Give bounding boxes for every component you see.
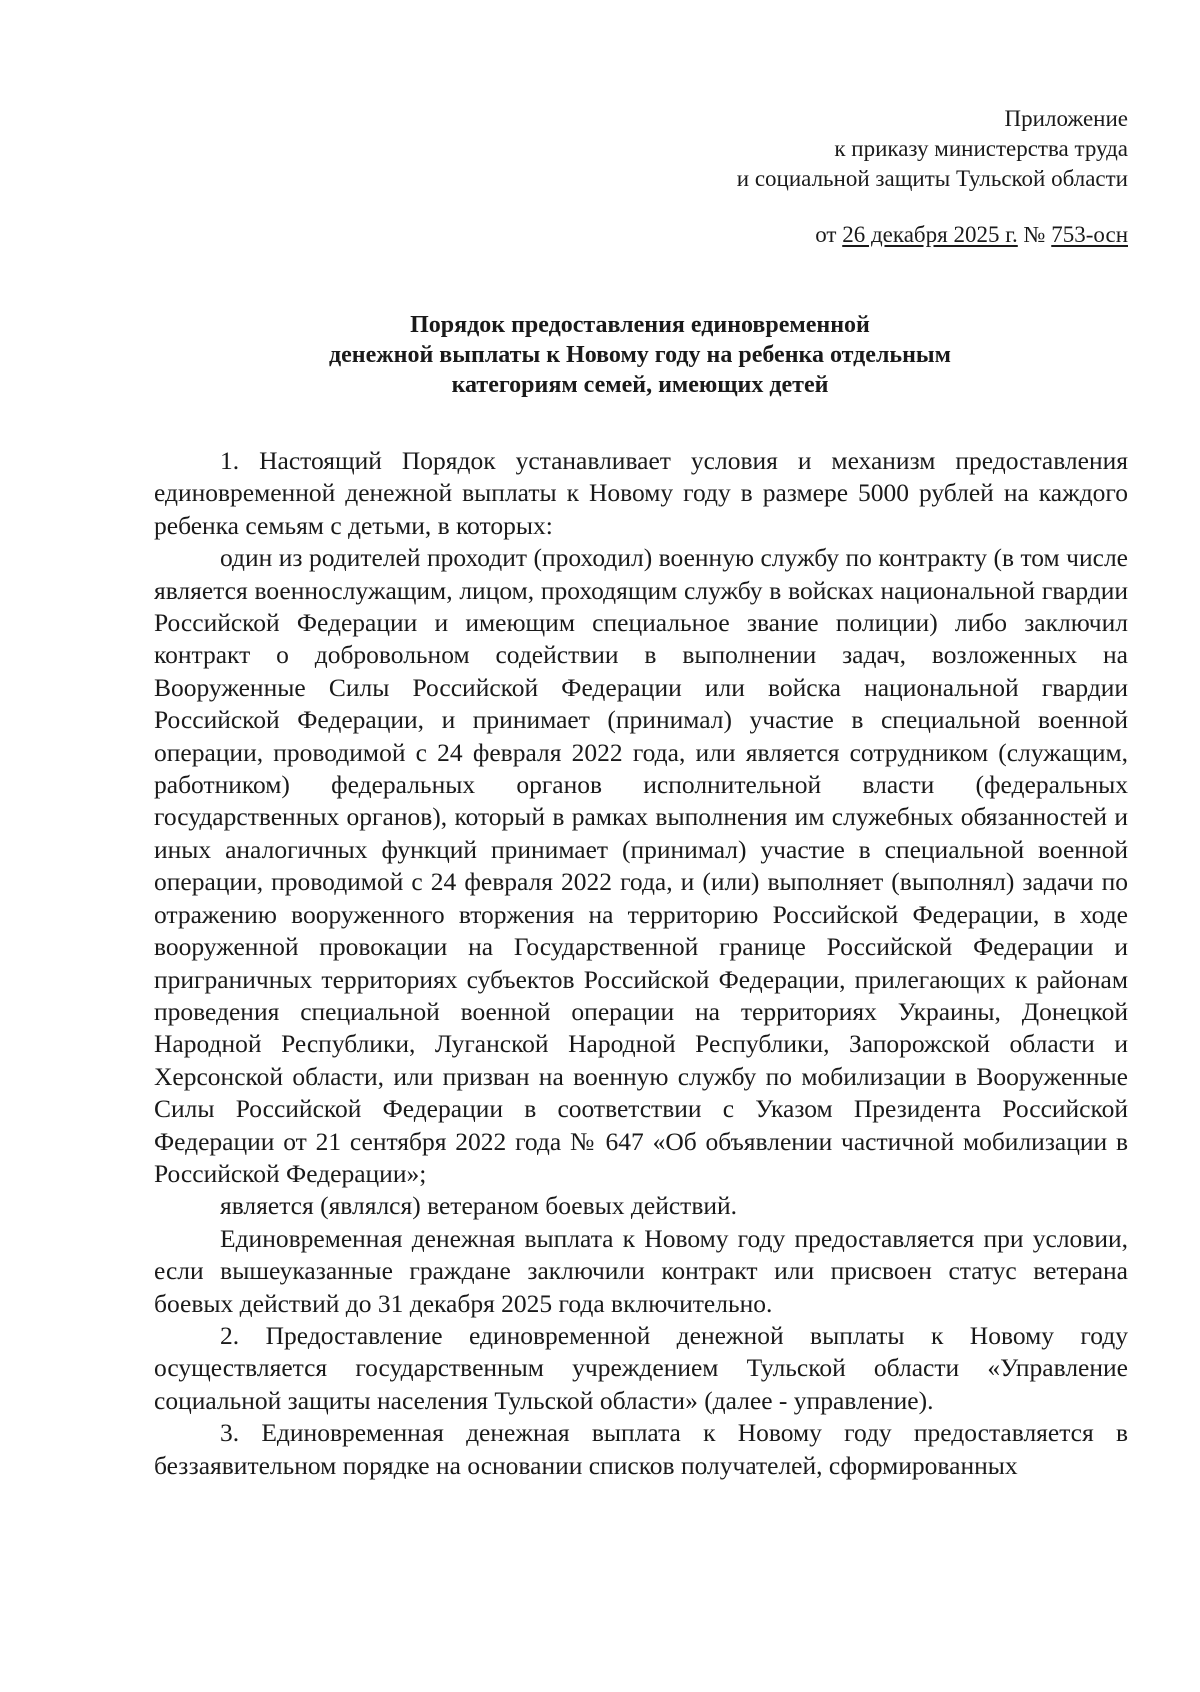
paragraph-3: 3. Единовременная денежная выплата к Новому году предоставляется в беззаявительном порядке на основании списков получателей, сформированных [154,1418,1128,1480]
paragraph-2: 2. Предоставление единовременной денежной выплаты к Новому году осуществляется государственным учреждением Тульской области «Управление социальной защиты населения Тульской области» (далее - управление). [154,1320,1128,1415]
title-line: категориям семей, имеющих детей [451,372,829,398]
order-number-sign: № [1017,222,1052,247]
title-line: Порядок предоставления единовременной [410,312,870,338]
order-number: 753-осн [1051,222,1128,247]
title-line: денежной выплаты к Новому году на ребенка отдельным [328,342,952,368]
paragraph-condition-veteran: является (являлся) ветераном боевых действий. [220,1191,738,1221]
appendix-line: Приложение [1004,106,1128,131]
order-prefix: от [815,222,843,247]
appendix-block [737,104,1128,194]
document-body [154,445,1128,1482]
order-date: 26 декабря 2025 г. [842,222,1018,247]
appendix-line: и социальной защиты Тульской области [736,166,1128,191]
paragraph-contract-condition: Единовременная денежная выплата к Новому году предоставляется при условии, если вышеуказанные граждане заключили контракт или присвоен статус ветерана боевых действий до 31 декабря 2025 года включительно. [154,1223,1128,1318]
appendix-line: к приказу министерства труда [834,136,1128,161]
paragraph-condition-service: один из родителей проходит (проходил) военную службу по контракту (в том числе является военнослужащим, лицом, проходящим службу в войсках национальной гвардии Российской Федерации и имеющим специальное звание полиции) либо заключил контракт о добровольном содействии в выполнении задач, возложенных на Вооруженные Силы Российской Федерации или войска национальной гвардии Российской Федерации, и принимает (принимал) участие в специальной военной операции, проводимой с 24 февраля 2022 года, или является сотрудником (служащим, работником) федеральных органов исполнительной власти (федеральных государственных органов), который в рамках выполнения им служебных обязанностей и иных аналогичных функций принимает (принимал) участие в специальной военной операции, проводимой с 24 февраля 2022 года, и (или) выполняет (выполнял) задачи по отражению вооруженного вторжения на территорию Российской Федерации, в ходе вооруженной провокации на Государственной границе Российской Федерации и приграничных территориях субъектов Российской Федерации, прилегающих к районам проведения специальной военной операции на территориях Украины, Донецкой Народной Республики, Луганской Народной Республики, Запорожской области и Херсонской области, или призван на военную службу по мобилизации в Вооруженные Силы Российской Федерации в соответствии с Указом Президента Российской Федерации от 21 сентября 2022 года № 647 «Об объявлении частичной мобилизации в Российской Федерации»; [154,543,1128,1188]
document-title [0,310,1200,400]
order-reference [815,220,1128,250]
paragraph-1: 1. Настоящий Порядок устанавливает условия и механизм предоставления единовременной денежной выплаты к Новому году в размере 5000 рублей на каждого ребенка семьям с детьми, в которых: [154,446,1128,540]
